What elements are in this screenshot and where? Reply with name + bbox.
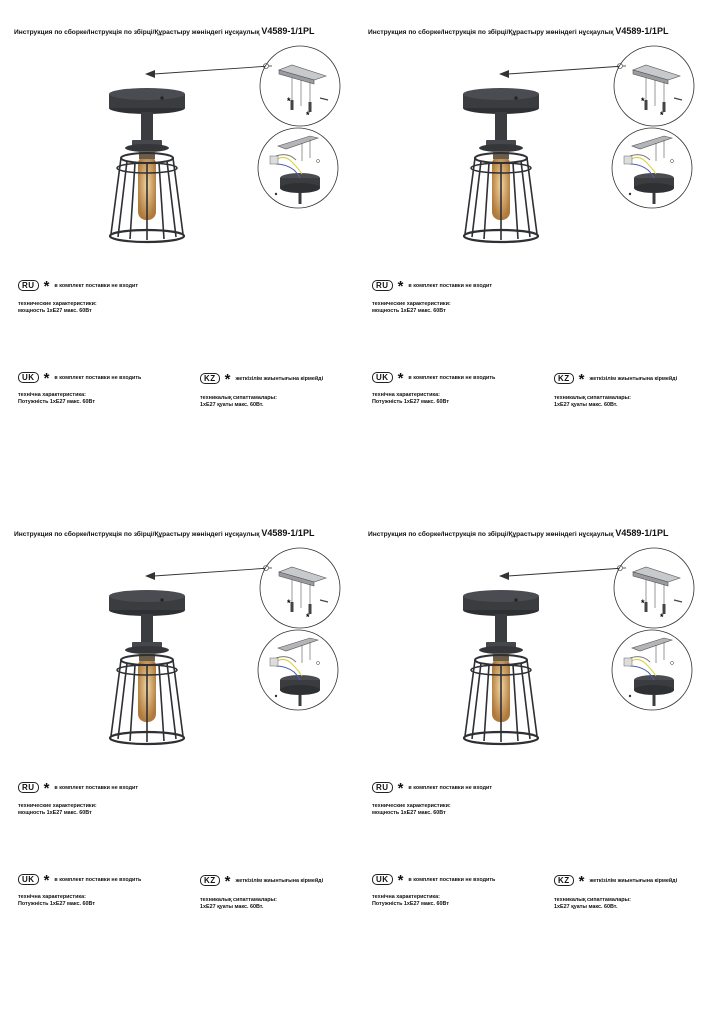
ru-specs-line: мощность 1хЕ27 макс. 60Вт [372, 810, 446, 816]
kz-specs-heading: техникалық сипаттамалары: [200, 897, 277, 903]
ru-specs-heading: технические характеристики: [372, 803, 451, 809]
ru-badge: RU [18, 280, 39, 291]
uk-specs-line: Потужність 1хЕ27 макс. 60Вт [372, 399, 449, 405]
kz-badge: KZ [554, 875, 574, 886]
star-marker: * [578, 371, 585, 388]
kz-specs [554, 897, 631, 911]
star-marker: * [397, 780, 404, 797]
pointer-arrow [499, 66, 624, 78]
star-marker: * [43, 780, 50, 797]
star-marker: * [43, 370, 50, 387]
ru-specs-line: мощность 1хЕ27 макс. 60Вт [18, 308, 92, 314]
star-marker: * [397, 370, 404, 387]
wiring-detail [612, 630, 692, 710]
kz-badge: KZ [200, 373, 220, 384]
ru-note-text: в комплект поставки не входит [54, 784, 138, 791]
instruction-sheet-3 [14, 520, 359, 1010]
uk-specs-heading: технічна характеристика: [18, 392, 86, 398]
uk-note [372, 872, 495, 887]
kz-specs-heading: техникалық сипаттамалары: [554, 395, 631, 401]
uk-note [372, 370, 495, 385]
kz-specs [200, 897, 277, 911]
uk-specs [18, 392, 95, 406]
ceiling-lamp-image [109, 590, 185, 744]
star-marker: * [43, 872, 50, 889]
marker-star-2: * [660, 612, 664, 622]
uk-note [18, 872, 141, 887]
pointer-arrow [145, 66, 270, 78]
uk-specs-line: Потужність 1хЕ27 макс. 60Вт [18, 901, 95, 907]
kz-badge: KZ [200, 875, 220, 886]
assembly-illustration [368, 520, 707, 780]
marker-star-2: * [306, 110, 310, 120]
uk-badge: UK [372, 874, 393, 885]
kz-specs-line: 1хЕ27 қуаты макс. 60Вт. [200, 904, 264, 910]
kz-specs-heading: техникалық сипаттамалары: [554, 897, 631, 903]
star-marker: * [224, 371, 231, 388]
bracket-detail [614, 548, 694, 628]
wiring-detail [612, 128, 692, 208]
star-marker: * [224, 873, 231, 890]
ru-note [372, 780, 492, 795]
kz-note [200, 371, 323, 386]
wiring-detail [258, 630, 338, 710]
ru-note-text: в комплект поставки не входит [408, 282, 492, 289]
ru-note-text: в комплект поставки не входит [408, 784, 492, 791]
uk-specs [372, 392, 449, 406]
marker-star-2: * [660, 110, 664, 120]
kz-note [200, 873, 323, 888]
pointer-arrow [145, 568, 270, 580]
uk-specs-heading: технічна характеристика: [18, 894, 86, 900]
kz-specs [200, 395, 277, 409]
star-marker: * [397, 872, 404, 889]
uk-note-text: в комплект поставки не входить [408, 374, 496, 381]
marker-star-1: * [641, 598, 645, 608]
kz-specs-line: 1хЕ27 қуаты макс. 60Вт. [200, 402, 264, 408]
kz-note-text: жеткізілім жиынтығына кірмейді [235, 375, 324, 382]
uk-specs [18, 894, 95, 908]
ru-note-text: в комплект поставки не входит [54, 282, 138, 289]
kz-note-text: жеткізілім жиынтығына кірмейді [589, 877, 678, 884]
assembly-illustration [14, 18, 359, 278]
instruction-sheet-1 [14, 18, 359, 508]
assembly-illustration [14, 520, 359, 780]
marker-star-1: * [287, 598, 291, 608]
kz-note [554, 371, 677, 386]
model-number: V4589-1/1PL [261, 528, 315, 538]
kz-note [554, 873, 677, 888]
ceiling-lamp-image [109, 88, 185, 242]
star-marker: * [43, 278, 50, 295]
uk-specs-heading: технічна характеристика: [372, 392, 440, 398]
wiring-detail [258, 128, 338, 208]
bracket-detail [260, 548, 340, 628]
uk-note-text: в комплект поставки не входить [408, 876, 496, 883]
ru-note [18, 780, 138, 795]
model-number: V4589-1/1PL [615, 528, 669, 538]
model-number: V4589-1/1PL [615, 26, 669, 36]
marker-star-1: * [641, 96, 645, 106]
instruction-sheet-4 [368, 520, 707, 1010]
uk-note-text: в комплект поставки не входить [54, 374, 142, 381]
ru-specs-heading: технические характеристики: [18, 803, 97, 809]
ru-specs [372, 803, 451, 817]
model-number: V4589-1/1PL [261, 26, 315, 36]
title-text: Инструкция по сборке/Інструкція по збірці/Құрастыру жөніндегі нұсқаулық [14, 29, 260, 36]
uk-note-text: в комплект поставки не входить [54, 876, 142, 883]
ceiling-lamp-image [463, 88, 539, 242]
bracket-detail [260, 46, 340, 126]
ru-specs [18, 301, 97, 315]
ru-note [372, 278, 492, 293]
ru-specs [18, 803, 97, 817]
kz-specs [554, 395, 631, 409]
kz-note-text: жеткізілім жиынтығына кірмейді [589, 375, 678, 382]
star-marker: * [397, 278, 404, 295]
kz-note-text: жеткізілім жиынтығына кірмейді [235, 877, 324, 884]
star-marker: * [578, 873, 585, 890]
uk-specs-line: Потужність 1хЕ27 макс. 60Вт [372, 901, 449, 907]
ru-specs-heading: технические характеристики: [372, 301, 451, 307]
uk-badge: UK [18, 874, 39, 885]
ru-note [18, 278, 138, 293]
ru-specs [372, 301, 451, 315]
ru-specs-line: мощность 1хЕ27 макс. 60Вт [18, 810, 92, 816]
assembly-illustration [368, 18, 707, 278]
kz-badge: KZ [554, 373, 574, 384]
kz-specs-heading: техникалық сипаттамалары: [200, 395, 277, 401]
ru-specs-heading: технические характеристики: [18, 301, 97, 307]
uk-specs-line: Потужність 1хЕ27 макс. 60Вт [18, 399, 95, 405]
ru-badge: RU [372, 782, 393, 793]
title-text: Инструкция по сборке/Інструкція по збірці/Құрастыру жөніндегі нұсқаулық [14, 531, 260, 538]
ceiling-lamp-image [463, 590, 539, 744]
title-text: Инструкция по сборке/Інструкція по збірці/Құрастыру жөніндегі нұсқаулық [368, 29, 614, 36]
instruction-sheet-2 [368, 18, 707, 508]
ru-badge: RU [18, 782, 39, 793]
marker-star-2: * [306, 612, 310, 622]
kz-specs-line: 1хЕ27 қуаты макс. 60Вт. [554, 402, 618, 408]
uk-note [18, 370, 141, 385]
ru-specs-line: мощность 1хЕ27 макс. 60Вт [372, 308, 446, 314]
marker-star-1: * [287, 96, 291, 106]
uk-specs [372, 894, 449, 908]
pointer-arrow [499, 568, 624, 580]
uk-badge: UK [372, 372, 393, 383]
uk-badge: UK [18, 372, 39, 383]
ru-badge: RU [372, 280, 393, 291]
title-text: Инструкция по сборке/Інструкція по збірці/Құрастыру жөніндегі нұсқаулық [368, 531, 614, 538]
bracket-detail [614, 46, 694, 126]
uk-specs-heading: технічна характеристика: [372, 894, 440, 900]
kz-specs-line: 1хЕ27 қуаты макс. 60Вт. [554, 904, 618, 910]
